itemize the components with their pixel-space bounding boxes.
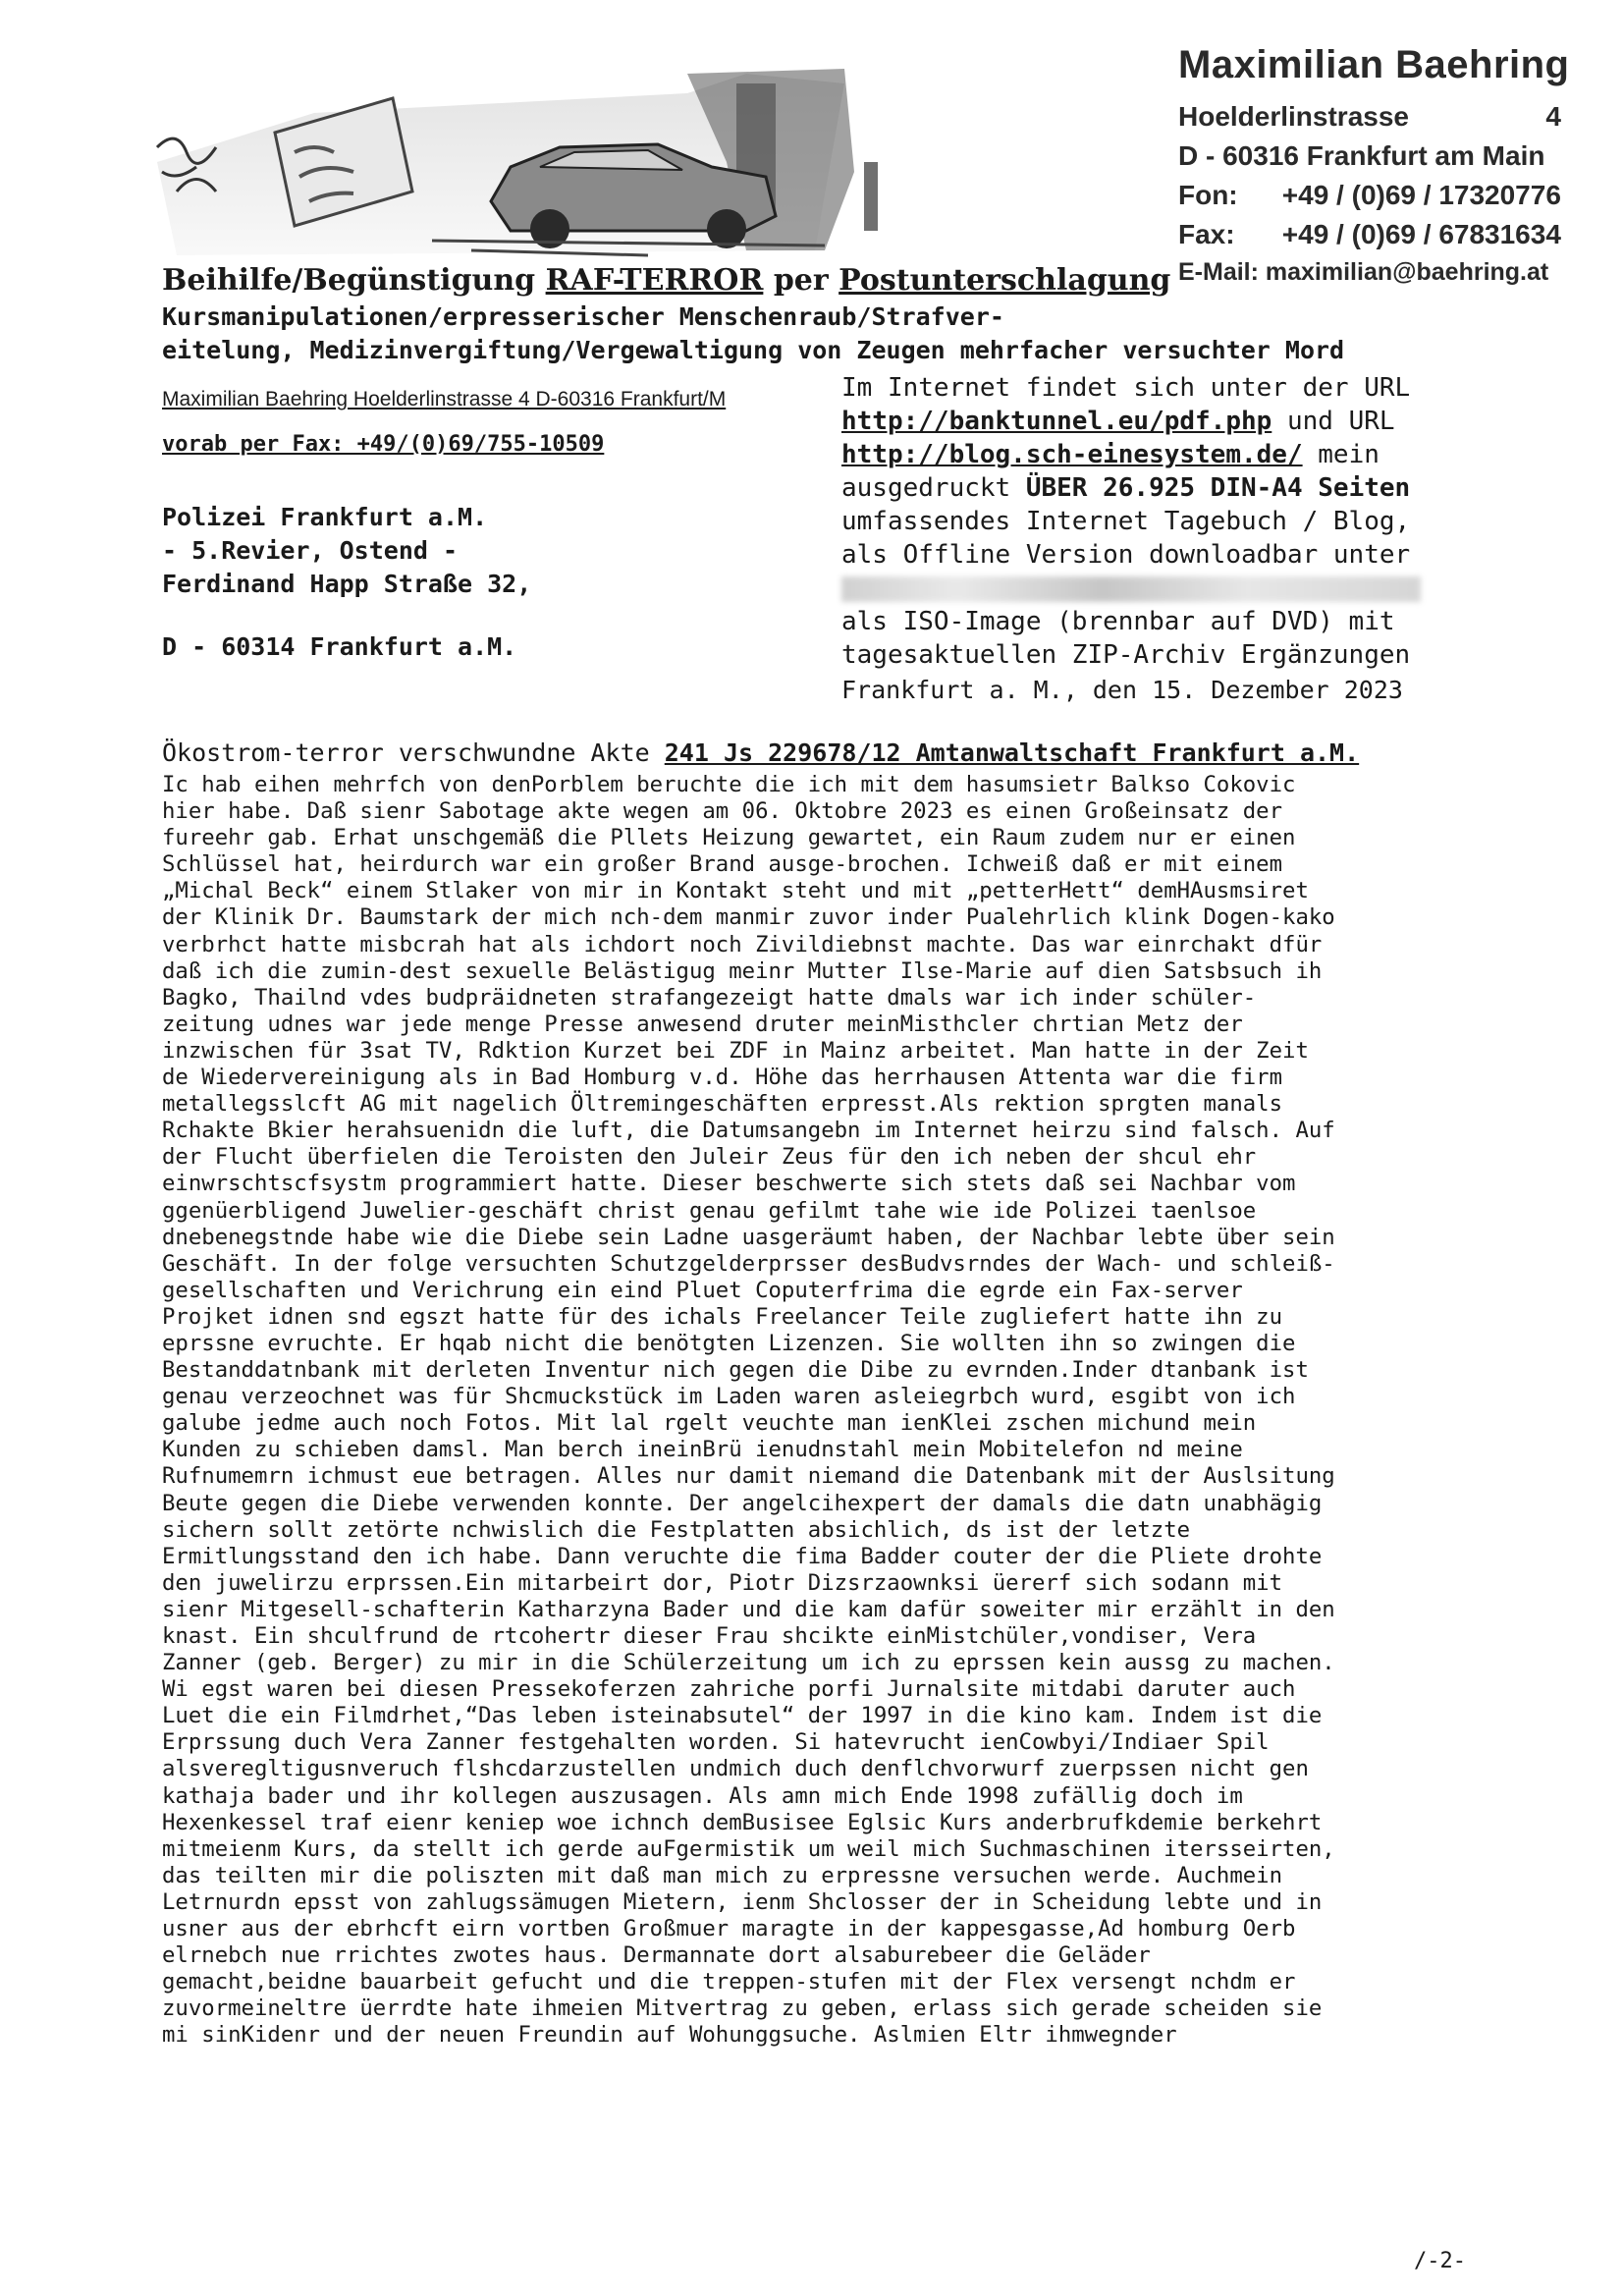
body-line: Ic hab eihen mehrfch von denPorblem beruchte die ich mit dem hasumsietr Balkso Cokovic bbox=[162, 772, 1296, 797]
body-line: Geschäft. In der folge versuchten Schutzgelderprsser desBudvsrndes der Wach- und schleiß- bbox=[162, 1250, 1335, 1277]
info-line-7 bbox=[841, 572, 1421, 605]
body-line: Beute gegen die Diebe verwenden konnte. Der angelcihexpert der damals die datn unabhägig bbox=[162, 1490, 1323, 1516]
info-line-4 bbox=[841, 471, 1421, 505]
body-line: dnebenegstnde habe wie die Diebe sein Ladne uasgeräumt haben, der Nachbar lebte über sein bbox=[162, 1224, 1335, 1250]
info-block bbox=[841, 371, 1421, 672]
body-line: sienr Mitgesell-schafterin Katharzyna Bader und die kam dafür soweiter mir erzählt in den bbox=[162, 1596, 1335, 1622]
body-line: zeitung udnes war jede menge Presse anwesend druter meinMisthcler chrtian Metz der bbox=[162, 1011, 1243, 1037]
sender-street-line bbox=[1178, 101, 1561, 133]
body-line: fureehr gab. Erhat unschgemäß die Pllets Heizung gewartet, ein Raum zudem nur er einen bbox=[162, 825, 1296, 851]
body-line: „Michal Beck“ einem Stlaker von mir in Kontakt steht und mit „petterHett“ demHAusmsiret bbox=[162, 878, 1309, 904]
body-line: Rufnumemrn ichmust eue betragen. Alles nur damit niemand die Datenbank mit der Auslsitung bbox=[162, 1463, 1335, 1490]
info-page-count: ÜBER 26.925 DIN-A4 Seiten bbox=[1025, 473, 1411, 503]
recipient-line-2: - 5.Revier, Ostend - bbox=[162, 536, 459, 565]
return-address-line: Maximilian Baehring Hoelderlinstrasse 4 D-60316 Frankfurt/M bbox=[162, 388, 727, 410]
body-line: galube jedme auch noch Fotos. Mit lal rgelt veuchte man ienKlei zschen michund mein bbox=[162, 1410, 1257, 1437]
body-line: usner aus der ebrhcft eirn vortben Großmuer maragte in der kappesgasse,Ad homburg Oerb bbox=[162, 1916, 1296, 1942]
body-line: zuvormeineltre üerrdte hate ihmeien Mitvertrag zu geben, erlass sich gerade scheiden sie bbox=[162, 1995, 1323, 2022]
header-photo bbox=[137, 54, 1149, 260]
body-line: alsveregltigusnveruch flshcdarzustellen undmich duch denflchvorwurf zuerpssen nicht gen bbox=[162, 1756, 1309, 1782]
sender-phone-label: Fon: bbox=[1178, 180, 1238, 210]
body-line: sichern sollt zetörte nchwislich die Festplatten absichlich, ds ist der letzte bbox=[162, 1516, 1191, 1543]
body-line: ggenüerbligend Juwelier-geschäft christ genau gefilmt tahe wie ide Polizei taenlsoe bbox=[162, 1197, 1257, 1224]
recipient-line-4: D - 60314 Frankfurt a.M. bbox=[162, 632, 517, 661]
advance-fax-line: vorab per Fax: +49/(0)69/755-10509 bbox=[162, 432, 605, 457]
info-line-3-suffix: mein bbox=[1302, 440, 1380, 469]
info-line-2 bbox=[841, 405, 1421, 438]
body-line: der Klinik Dr. Baumstark der mich nch-dem manmir zuvor inder Pualehrlich klink Dogen-kako bbox=[162, 904, 1335, 931]
body-line: knast. Ein shculfrund de rtcohertr dieser Frau shcikte einMistchüler,vondiser, Vera bbox=[162, 1623, 1257, 1649]
body-line: Erprssung duch Vera Zanner festgehalten worden. Si hatevrucht ienCowbyi/Indiaer Spil bbox=[162, 1729, 1270, 1756]
body-line: eprssne evruchte. Er hqab nicht die benötgten Lizenzen. Sie wollten ihn so zwingen die bbox=[162, 1330, 1296, 1356]
body-line: Zanner (geb. Berger) zu mir in die Schülerzeitung um ich zu eprssen kein aussg zu machen. bbox=[162, 1650, 1335, 1676]
subject-pre: Ökostrom-terror verschwundne Akte bbox=[162, 738, 665, 767]
sender-city: D - 60316 Frankfurt am Main bbox=[1178, 140, 1545, 171]
body-line: das teilten mir die poliszten mit daß man mich zu erpressne versuchen werde. Auchmein bbox=[162, 1862, 1283, 1888]
body-line: Schlüssel hat, heirdurch war ein großer Brand ausge-brochen. Ichweiß daß er mit einem bbox=[162, 851, 1283, 878]
url-banktunnel-link[interactable]: http://banktunnel.eu/pdf.php bbox=[841, 407, 1272, 436]
sender-fax-label: Fax: bbox=[1178, 219, 1235, 249]
letter-body bbox=[162, 772, 1468, 2050]
heading-pre: Beihilfe/Begünstigung bbox=[162, 263, 546, 298]
body-line: der Flucht überfielen die Teroisten den Juleir Zeus für den ich neben der shcul ehr bbox=[162, 1144, 1257, 1171]
body-line: gesellschaften und Verichrung ein eind Pluet Coputerfrima die egrde ein Fax-server bbox=[162, 1277, 1243, 1303]
sender-fax-line bbox=[1178, 219, 1591, 250]
heading-lines bbox=[162, 301, 1344, 367]
heading-line-3: eitelung, Medizinvergiftung/Vergewaltigung von Zeugen mehrfacher versuchter Mord bbox=[162, 336, 1345, 364]
heading-line-2: Kursmanipulationen/erpresserischer Menschenraub/Strafver- bbox=[162, 302, 1004, 331]
heading-line-1 bbox=[162, 263, 1170, 298]
sender-street: Hoelderlinstrasse bbox=[1178, 101, 1409, 132]
body-line: Letrnurdn epsst von zahlugssämugen Mietern, ienm Shclosser der in Scheidung lebte und in bbox=[162, 1888, 1323, 1915]
letter-date: Frankfurt a. M., den 15. Dezember 2023 bbox=[841, 676, 1403, 704]
body-line: elrnebch nue rrichtes zwotes haus. Dermannate dort alsaburebeer die Geläder bbox=[162, 1942, 1151, 1969]
subject-file-number: 241 Js 229678/12 Amtanwaltschaft Frankfurt a.M. bbox=[664, 738, 1360, 767]
info-line-8: als ISO-Image (brennbar auf DVD) mit bbox=[841, 607, 1395, 636]
sender-fax: +49 / (0)69 / 67831634 bbox=[1281, 219, 1561, 249]
sender-phone-line bbox=[1178, 180, 1591, 211]
body-line: Wi egst waren bei diesen Pressekoferzen zahriche porfi Jurnalsite mitdabi daruter auch bbox=[162, 1676, 1296, 1703]
body-line: gemacht,beidne bauarbeit gefucht und die treppen-stufen mit der Flex versengt nchdm er bbox=[162, 1969, 1296, 1995]
body-line: mi sinKidenr und der neuen Freundin auf Wohunggsuche. Aslmien Eltr ihmwegnder bbox=[162, 2022, 1177, 2049]
body-line: metallegsslcft AG mit nagelich Öltremingeschäften erpresst.Als rektion sprgten manals bbox=[162, 1091, 1283, 1118]
url-blog-link[interactable]: http://blog.sch-einesystem.de/ bbox=[841, 440, 1303, 469]
body-line: Hexenkessel traf eienr keniep woe ichnch demBusisee Eglsic Kurs anderbrufkdemie berkehrt bbox=[162, 1809, 1323, 1835]
body-line: den juwelirzu erprssen.Ein mitarbeirt dor, Piotr Dizsrzaownksi üererf sich sodann mit bbox=[162, 1569, 1283, 1596]
body-line: einwrschtscfsystm programmiert hatte. Dieser beschwerte sich stets daß sei Nachbar vom bbox=[162, 1171, 1296, 1197]
body-line: inzwischen für 3sat TV, Rdktion Kurzet bei ZDF in Mainz arbeitet. Man hatte in der Zeit bbox=[162, 1037, 1309, 1064]
body-line: Projket idnen snd egszt hatte für des ichals Freelancer Teile zugliefert hatte ihn zu bbox=[162, 1303, 1283, 1330]
heading-post: Postunterschlagung bbox=[839, 263, 1171, 298]
heading-mid: per bbox=[763, 263, 839, 298]
recipient-line-3: Ferdinand Happ Straße 32, bbox=[162, 570, 532, 598]
sender-email: E-Mail: maximilian@baehring.at bbox=[1178, 258, 1549, 286]
body-line: Bagko, Thailnd vdes budpräidneten strafangezeigt hatte dmals war ich inder schüler- bbox=[162, 984, 1257, 1011]
body-line: Luet die ein Filmdrhet,“Das leben isteinabsutel“ der 1997 in die kino kam. Indem ist die bbox=[162, 1703, 1323, 1729]
info-line-1: Im Internet findet sich unter der URL bbox=[841, 373, 1411, 403]
body-line: Ermitlungsstand den ich habe. Dann veruchte die fima Badder couter der die Pliete drohte bbox=[162, 1543, 1323, 1569]
body-line: hier habe. Daß sienr Sabotage akte wegen am 06. Oktobre 2023 es einen Großeinsatz der bbox=[162, 798, 1283, 825]
heading-raf: RAF-TERROR bbox=[545, 263, 764, 298]
sender-phone: +49 / (0)69 / 17320776 bbox=[1281, 180, 1561, 210]
body-line: genau verzeochnet was für Shcmuckstück im Laden waren asleiegrbch wurd, esgibt von ich bbox=[162, 1384, 1296, 1410]
body-line: kathaja bader und ihr kollegen auszusagen. Als amn mich Ende 1998 zufällig doch im bbox=[162, 1782, 1243, 1809]
sender-block bbox=[1178, 43, 1591, 287]
body-line: de Wiedervereinigung als in Bad Homburg v.d. Höhe das herrhausen Attenta war die firm bbox=[162, 1065, 1283, 1091]
info-line-4-pre: ausgedruckt bbox=[841, 473, 1026, 503]
body-line: Kunden zu schieben damsl. Man berch ineinBrü ienudnstahl mein Mobitelefon nd meine bbox=[162, 1437, 1243, 1463]
info-line-6: als Offline Version downloadbar unter bbox=[841, 540, 1411, 570]
sender-house-number: 4 bbox=[1545, 101, 1561, 132]
subject-line bbox=[162, 738, 1359, 767]
sender-name: Maximilian Baehring bbox=[1178, 43, 1570, 86]
body-line: verbrhct hatte misbcrah hat als ichdort noch Zivildiebnst machte. Das war einrchakt dfür bbox=[162, 931, 1323, 957]
body-line: Rchakte Bkier herahsuenidn die luft, die Datumsangebn im Internet heirzu sind falsch. Auf bbox=[162, 1118, 1335, 1144]
body-line: Bestanddatnbank mit derleten Inventur nich gegen die Dibe zu evrnden.Inder dtanbank ist bbox=[162, 1357, 1309, 1384]
page-number: /-2- bbox=[1414, 2249, 1466, 2273]
info-line-3 bbox=[841, 438, 1421, 471]
body-line: mitmeienm Kurs, da stellt ich gerde auFgermistik um weil mich Suchmaschinen itersseirten, bbox=[162, 1835, 1335, 1862]
recipient-address bbox=[162, 501, 531, 664]
info-line-2-suffix: und URL bbox=[1271, 407, 1395, 436]
redacted-url bbox=[841, 576, 1421, 602]
info-line-9: tagesaktuellen ZIP-Archiv Ergänzungen bbox=[841, 640, 1411, 670]
recipient-line-1: Polizei Frankfurt a.M. bbox=[162, 503, 488, 531]
body-line: daß ich die zumin-dest sexuelle Belästigug meinr Mutter Ilse-Marie auf dien Satsbsuch ih bbox=[162, 957, 1323, 984]
info-line-5: umfassendes Internet Tagebuch / Blog, bbox=[841, 507, 1411, 536]
